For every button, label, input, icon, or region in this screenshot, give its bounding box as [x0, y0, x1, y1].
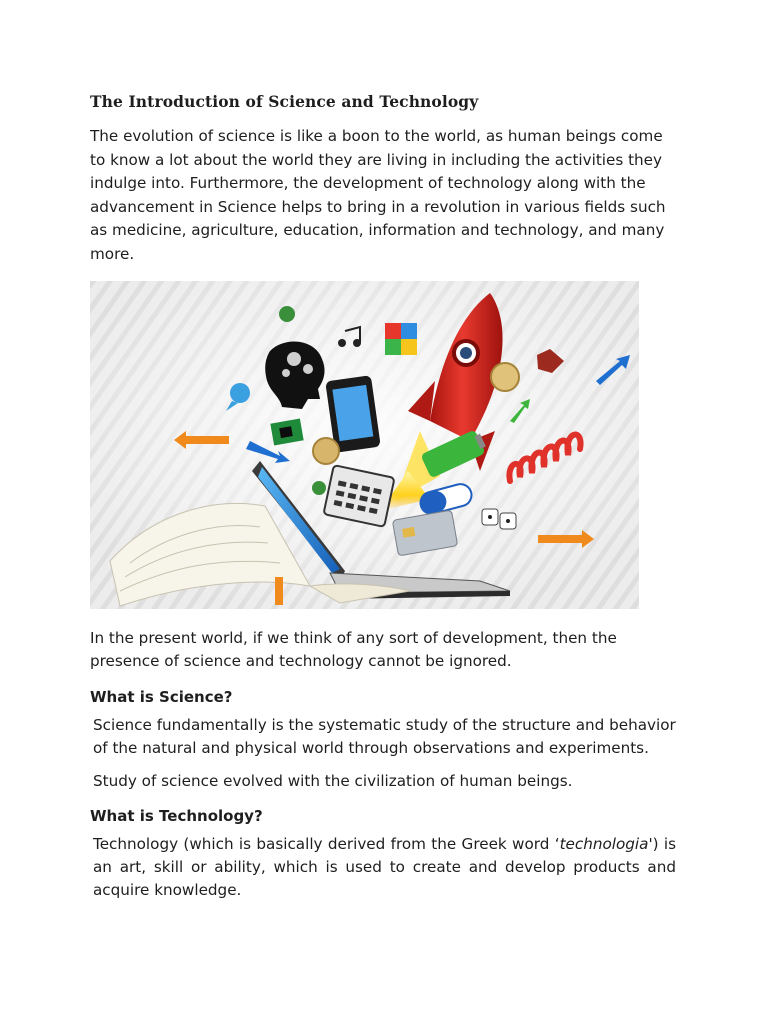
science-technology-illustration: [90, 281, 639, 609]
puzzle-icon: [385, 323, 417, 355]
technology-term: technologia: [559, 834, 649, 853]
science-paragraph-1: Science fundamentally is the systematic study of the structure and behavior of the natural and physical world through observations and experiments.: [93, 715, 676, 757]
present-paragraph: In the present world, if we think of any sort of development, then the presence of science and technology cannot be ignored.: [90, 628, 617, 671]
technology-heading: What is Technology?: [90, 806, 263, 825]
science-heading: What is Science?: [90, 687, 233, 706]
technology-paragraph-end: ') is an art, skill or ability, which is used to create and develop products and acquire knowledge.: [93, 834, 677, 899]
science-paragraph-2: Study of science evolved with the civilization of human beings.: [93, 771, 573, 790]
technology-paragraph: [90, 833, 676, 902]
intro-paragraph: The evolution of science is like a boon to the world, as human beings come to know a lot about the world they are living in including the activities they indulge into. Furthermore, the development of technology along with the advancement in Science helps to bring in a revolution in various fields such as medicine, agriculture, education, information and technology, and many more.: [90, 127, 666, 263]
document-page: [90, 92, 676, 912]
document-title: The Introduction of Science and Technology: [90, 92, 479, 111]
badge-icon: [279, 306, 295, 322]
badge-icon: [312, 481, 326, 495]
technology-paragraph-start: Technology (which is basically derived from the Greek word ‘: [93, 834, 560, 853]
